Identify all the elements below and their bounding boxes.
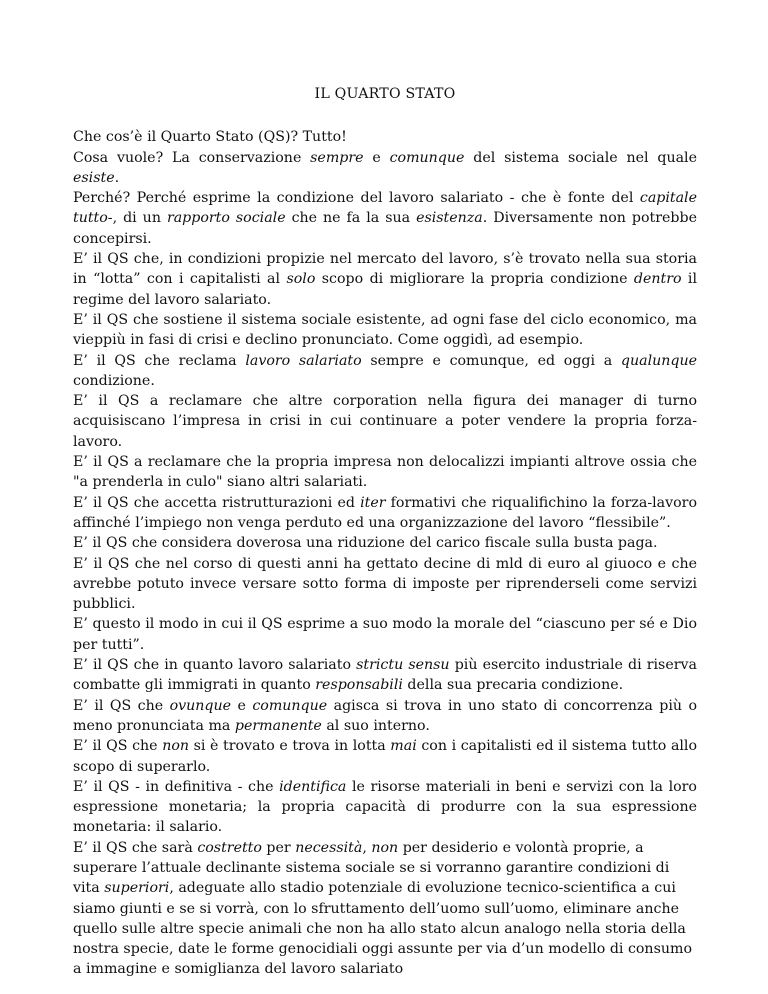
italic-text: non (371, 839, 399, 856)
text-run: E’ il QS che sarà (73, 839, 198, 856)
paragraph (73, 838, 697, 980)
paragraph (73, 777, 697, 838)
italic-text: esiste (73, 169, 115, 186)
italic-text: comunque (252, 697, 328, 714)
text-run: E’ il QS che considera doverosa una riduzione del carico fiscale sulla busta paga. (73, 535, 658, 552)
text-run: agisca si trova in uno stato di concorrenza più o meno pronunciata ma (73, 697, 697, 734)
italic-text: superiori (104, 880, 170, 897)
paragraph (73, 127, 697, 147)
italic-text: sempre (310, 149, 364, 166)
text-run: E’ il QS che nel corso di questi anni ha gettato decine di mld di euro al giuoco e che avrebbe potuto invece versare sotto forma di imposte per riprenderseli come servizi pubblici. (73, 555, 697, 613)
italic-text: permanente (234, 717, 322, 734)
italic-text: lavoro salariato (245, 352, 362, 369)
italic-text: solo (286, 271, 316, 288)
text-run: che ne fa la sua (285, 210, 417, 227)
text-run: al suo interno. (321, 717, 430, 734)
text-run: E’ il QS che in quanto lavoro salariato (73, 657, 357, 674)
text-run: -, di un (107, 210, 167, 227)
document-page (73, 84, 697, 980)
text-run: E’ il QS che (73, 738, 163, 755)
text-run: , (362, 839, 372, 856)
paragraph (73, 310, 697, 351)
text-run: e (363, 149, 390, 166)
text-run: E’ il QS che (73, 697, 170, 714)
text-run: per (261, 839, 296, 856)
text-run: per desiderio e volontà proprie, a superare l’attuale declinante sistema sociale se si vorranno garantire condizioni di vita (73, 839, 670, 897)
italic-text: costretto (197, 839, 262, 856)
italic-text: ovunque (169, 697, 232, 714)
text-run: si è trovato e trova in lotta (189, 738, 391, 755)
text-run: . Diversamente non potrebbe concepirsi. (73, 210, 697, 247)
document-title: IL QUARTO STATO (314, 86, 456, 102)
text-run: scopo di migliorare la propria condizione (315, 271, 634, 288)
italic-text: capitale tutto (73, 190, 697, 227)
italic-text: mai (390, 738, 417, 755)
text-run: e (231, 697, 253, 714)
paragraph (73, 452, 697, 493)
text-run: E’ il QS che accetta ristrutturazioni ed (73, 494, 361, 511)
document-body (73, 127, 697, 979)
text-run: Cosa vuole? La conservazione (73, 149, 311, 166)
text-run: E’ questo il modo in cui il QS esprime a suo modo la morale del “ciascuno per sé e Dio per tutti”. (73, 616, 697, 653)
text-run: più esercito industriale di riserva combatte gli immigrati in quanto (73, 657, 697, 694)
text-run: Che cos’è il Quarto Stato (QS)? Tutto! (73, 129, 347, 146)
italic-text: non (162, 738, 190, 755)
text-run: E’ il QS che reclama (73, 352, 246, 369)
italic-text: iter (360, 494, 386, 511)
italic-text: necessità (295, 839, 363, 856)
text-run: del sistema sociale nel quale (464, 149, 697, 166)
text-run: E’ il QS a reclamare che altre corporation nella figura dei manager di turno acquisiscano l’impresa in crisi in cui continuare a poter vendere la propria forza-lavoro. (73, 393, 697, 450)
text-run: , adeguate allo stadio potenziale di evoluzione tecnico-scientifica a cui siamo giunti e se si vorrà, con lo sfruttamento dell’uomo sull’uomo, eliminare anche quello sulle altre specie animali che non ha allo stato alcun analogo nella storia della nostra specie, date le forme genocidiali oggi assunte per via d’un modello di consumo a immagine e somiglianza del lavoro salariato (73, 880, 692, 978)
paragraph (73, 188, 697, 249)
italic-text: comunque (389, 149, 465, 166)
text-run: condizione. (73, 372, 155, 389)
paragraph (73, 533, 697, 553)
text-run: sempre e comunque, ed oggi a (361, 352, 621, 369)
text-run: della sua precaria condizione. (402, 677, 624, 694)
paragraph (73, 351, 697, 392)
italic-text: rapporto sociale (166, 210, 286, 227)
italic-text: qualunque (620, 352, 698, 369)
italic-text: responsabili (315, 677, 403, 694)
text-run: . (114, 169, 120, 186)
paragraph (73, 554, 697, 615)
italic-text: dentro (633, 271, 682, 288)
paragraph (73, 696, 697, 737)
text-run: E’ il QS che, in condizioni propizie nel mercato del lavoro, s’è trovato nella sua storia in “lotta” con i capitalisti al (73, 251, 697, 288)
paragraph (73, 655, 697, 696)
italic-text: identifica (279, 778, 347, 795)
paragraph (73, 736, 697, 777)
text-run: E’ il QS a reclamare che la propria impresa non delocalizzi impianti altrove ossia che "a prenderla in culo" siano altri salariati. (73, 454, 697, 491)
text-run: formativi che riqualifichino la forza-lavoro affinché l’impiego non venga perduto ed una organizzazione del lavoro “flessibile”. (73, 494, 697, 531)
paragraph (73, 391, 697, 452)
paragraph (73, 148, 697, 189)
text-run: le risorse materiali in beni e servizi con la loro espressione monetaria; la propria capacità di produrre con la sua espressione monetaria: il salario. (73, 778, 697, 836)
paragraph (73, 249, 697, 310)
text-run: con i capitalisti ed il sistema tutto allo scopo di superarlo. (73, 738, 698, 775)
text-run: E’ il QS che sostiene il sistema sociale esistente, ad ogni fase del ciclo economico, ma vieppiù in fasi di crisi e declino pronunciato. Come oggidì, ad esempio. (73, 311, 697, 349)
paragraph (73, 493, 697, 534)
italic-text: strictu sensu (356, 657, 450, 674)
text-run: il regime del lavoro salariato. (73, 271, 698, 308)
italic-text: esistenza (416, 210, 483, 227)
text-run: E’ il QS - in definitiva - che (73, 778, 280, 795)
text-run: Perché? Perché esprime la condizione del lavoro salariato - che è fonte del (73, 190, 640, 207)
paragraph (73, 614, 697, 655)
